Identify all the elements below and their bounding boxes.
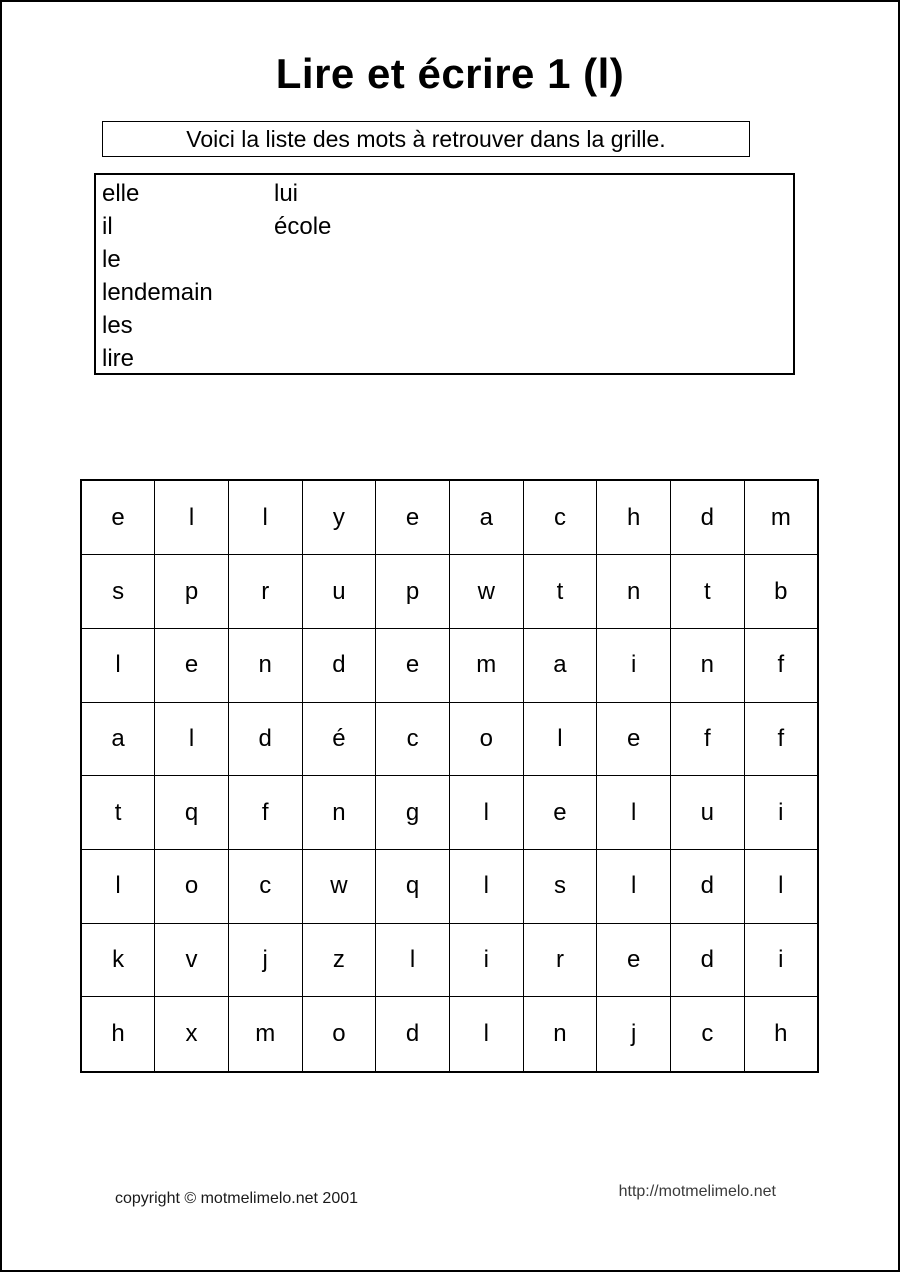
grid-cell: i [744, 923, 818, 997]
grid-cell: d [671, 850, 745, 924]
grid-row [81, 555, 818, 629]
grid-cell: q [155, 776, 229, 850]
grid-cell: h [597, 480, 671, 555]
grid-cell: w [302, 850, 376, 924]
grid-cell: c [671, 997, 745, 1072]
grid-cell: m [744, 480, 818, 555]
grid-cell: l [597, 776, 671, 850]
grid-cell: r [523, 923, 597, 997]
grid-cell: d [376, 997, 450, 1072]
grid-cell: n [597, 555, 671, 629]
grid-cell: n [523, 997, 597, 1072]
grid-cell: l [449, 776, 523, 850]
grid-row [81, 923, 818, 997]
word-list-item: école [274, 213, 332, 240]
word-list-item: les [102, 312, 133, 339]
grid-cell: l [523, 702, 597, 776]
grid-cell: g [376, 776, 450, 850]
instruction-box [102, 121, 750, 157]
grid-cell: n [228, 629, 302, 703]
grid-cell: y [302, 480, 376, 555]
grid-cell: x [155, 997, 229, 1072]
grid-cell: l [81, 850, 155, 924]
grid-cell: m [228, 997, 302, 1072]
grid-cell: a [81, 702, 155, 776]
grid-cell: j [597, 997, 671, 1072]
grid-cell: v [155, 923, 229, 997]
grid-cell: e [597, 702, 671, 776]
grid-cell: l [155, 702, 229, 776]
grid-cell: u [302, 555, 376, 629]
word-list-item: lire [102, 345, 135, 372]
word-list-item: il [102, 213, 113, 240]
word-list-item: lendemain [102, 279, 213, 306]
word-list-column-1 [102, 177, 213, 375]
website-url-text: http://motmelimelo.net [618, 1183, 776, 1200]
grid-cell: c [376, 702, 450, 776]
grid-cell: d [671, 923, 745, 997]
grid-cell: i [449, 923, 523, 997]
grid-cell: o [302, 997, 376, 1072]
grid-cell: l [597, 850, 671, 924]
grid-cell: p [376, 555, 450, 629]
grid-cell: f [228, 776, 302, 850]
grid-cell: q [376, 850, 450, 924]
word-list-box [94, 173, 795, 375]
grid-cell: i [744, 776, 818, 850]
grid-cell: u [671, 776, 745, 850]
grid-cell: e [376, 480, 450, 555]
grid-cell: l [449, 997, 523, 1072]
grid-cell: s [81, 555, 155, 629]
instruction-text: Voici la liste des mots à retrouver dans la grille. [186, 125, 666, 152]
grid-cell: d [302, 629, 376, 703]
grid-cell: c [523, 480, 597, 555]
word-search-grid-body [81, 480, 818, 1072]
grid-cell: n [671, 629, 745, 703]
grid-cell: l [81, 629, 155, 703]
grid-cell: l [376, 923, 450, 997]
grid-cell: l [155, 480, 229, 555]
word-list-item: le [102, 246, 121, 273]
grid-cell: f [744, 702, 818, 776]
grid-row [81, 480, 818, 555]
word-search-grid [80, 479, 819, 1073]
grid-cell: h [744, 997, 818, 1072]
grid-cell: i [597, 629, 671, 703]
grid-row [81, 776, 818, 850]
grid-cell: é [302, 702, 376, 776]
grid-row [81, 997, 818, 1072]
grid-cell: p [155, 555, 229, 629]
page-title: Lire et écrire 1 (l) [275, 50, 625, 97]
grid-cell: z [302, 923, 376, 997]
grid-row [81, 629, 818, 703]
grid-cell: o [449, 702, 523, 776]
grid-cell: n [302, 776, 376, 850]
word-list-column-2 [274, 177, 331, 243]
grid-cell: e [523, 776, 597, 850]
grid-cell: e [81, 480, 155, 555]
grid-cell: c [228, 850, 302, 924]
grid-cell: d [671, 480, 745, 555]
grid-cell: f [744, 629, 818, 703]
grid-cell: a [523, 629, 597, 703]
grid-cell: e [376, 629, 450, 703]
grid-cell: b [744, 555, 818, 629]
grid-cell: l [449, 850, 523, 924]
grid-cell: e [597, 923, 671, 997]
grid-cell: l [228, 480, 302, 555]
grid-cell: f [671, 702, 745, 776]
grid-cell: h [81, 997, 155, 1072]
grid-cell: t [671, 555, 745, 629]
grid-cell: t [81, 776, 155, 850]
grid-cell: j [228, 923, 302, 997]
grid-cell: t [523, 555, 597, 629]
grid-cell: r [228, 555, 302, 629]
grid-cell: a [449, 480, 523, 555]
grid-row [81, 702, 818, 776]
word-list-item: elle [102, 180, 140, 207]
grid-cell: e [155, 629, 229, 703]
grid-cell: s [523, 850, 597, 924]
word-list-item: lui [274, 180, 299, 207]
copyright-text: copyright © motmelimelo.net 2001 [115, 1190, 359, 1207]
grid-cell: w [449, 555, 523, 629]
grid-row [81, 850, 818, 924]
grid-cell: d [228, 702, 302, 776]
grid-cell: k [81, 923, 155, 997]
grid-cell: l [744, 850, 818, 924]
grid-cell: m [449, 629, 523, 703]
grid-cell: o [155, 850, 229, 924]
